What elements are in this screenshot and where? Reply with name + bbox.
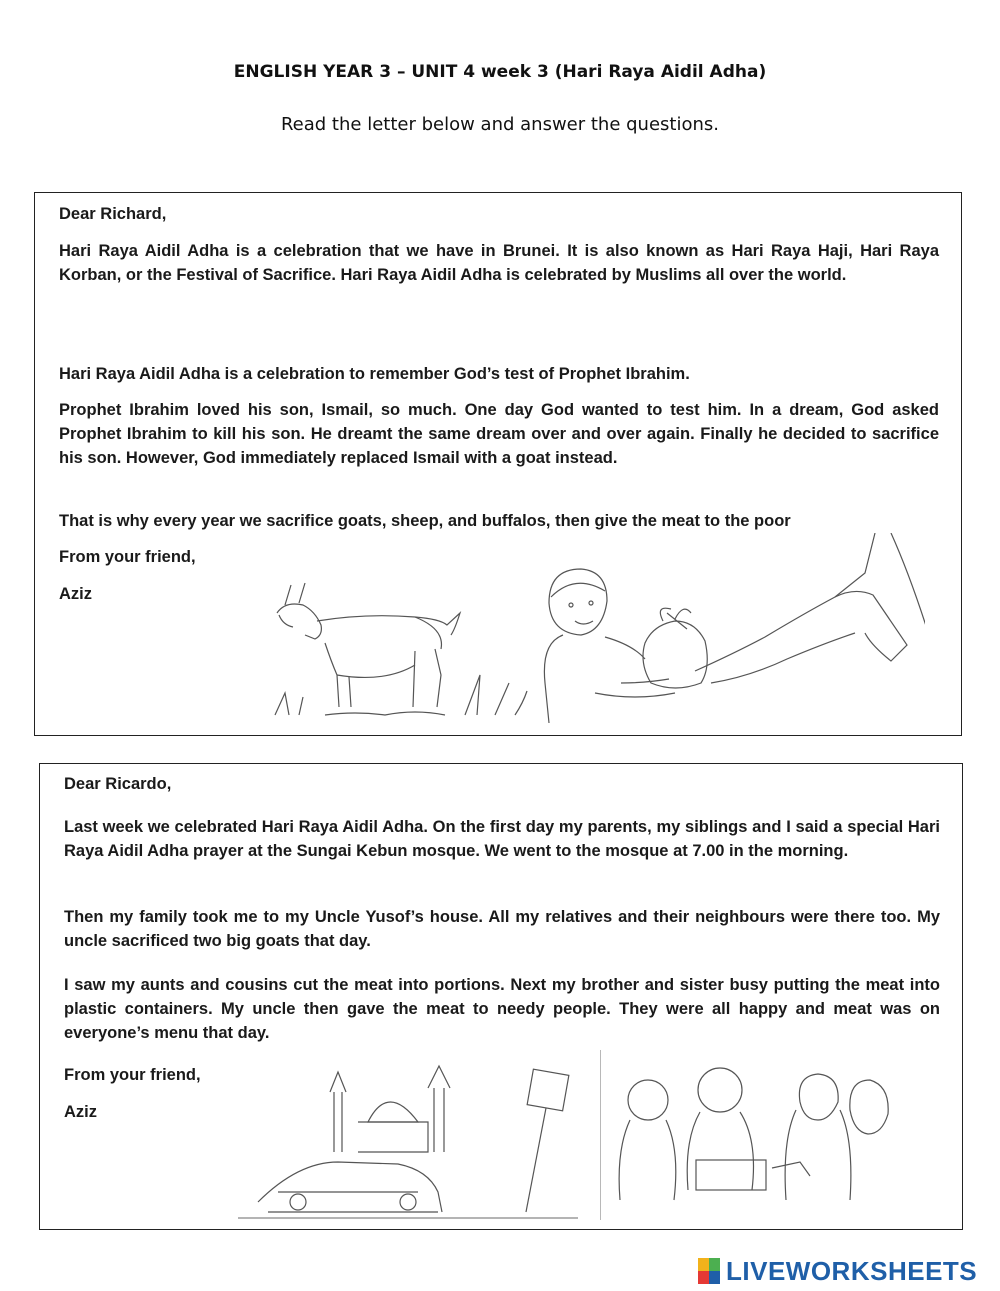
worksheet-title: ENGLISH YEAR 3 – UNIT 4 week 3 (Hari Raya Aidil Adha) bbox=[233, 62, 767, 82]
letter-1-paragraph-2: Hari Raya Aidil Adha is a celebration to remember God’s test of Prophet Ibrahim. bbox=[59, 365, 690, 383]
letter-1-paragraph-1: Hari Raya Aidil Adha is a celebration that we have in Brunei. It is also known as Hari Raya Haji, Hari Raya Korban, or the Festival of Sacrifice. Hari Raya Aidil Adha is celebrated by Muslims all over the world. bbox=[59, 242, 939, 284]
letter-2-signature: Aziz bbox=[64, 1103, 97, 1121]
letter-2-greeting: Dear Ricardo, bbox=[64, 775, 172, 793]
worksheet-instruction: Read the letter below and answer the questions. bbox=[280, 114, 719, 135]
letter-2-paragraph-3: I saw my aunts and cousins cut the meat into portions. Next my brother and sister busy putting the meat into plastic containers. My uncle then gave the meat to needy people. They were all happy and meat was on everyone’s menu that day. bbox=[64, 976, 940, 1042]
letter-2-paragraph-2: Then my family took me to my Uncle Yusof’s house. All my relatives and their neighbours were there too. My uncle sacrificed two big goats that day. bbox=[64, 908, 940, 950]
letter-1-closing: From your friend, bbox=[59, 548, 196, 566]
letter-1-signature: Aziz bbox=[59, 585, 92, 603]
letter-1-paragraph-3: Prophet Ibrahim loved his son, Ismail, so much. One day God wanted to test him. In a dream, God asked Prophet Ibrahim to kill his son. He dreamt the same dream over and over again. Finally he decided to sacrifice his son. However, God immediately replaced Ismail with a goat instead. bbox=[59, 401, 939, 467]
letter-2 bbox=[39, 763, 963, 1230]
letter-2-closing: From your friend, bbox=[64, 1066, 201, 1084]
liveworksheets-logo-text: LIVEWORKSHEETS bbox=[726, 1255, 978, 1286]
liveworksheets-logo-icon bbox=[698, 1258, 720, 1284]
goat-illustration bbox=[265, 565, 545, 725]
letter-2-paragraph-1: Last week we celebrated Hari Raya Aidil Adha. On the first day my parents, my siblings and I said a special Hari Raya Aidil Adha prayer at the Sungai Kebun mosque. We went to the mosque at 7.00 in the morning. bbox=[64, 818, 940, 860]
mosque-illustration bbox=[238, 1052, 578, 1224]
letter-1-greeting: Dear Richard, bbox=[59, 205, 167, 223]
liveworksheets-logo bbox=[698, 1256, 977, 1286]
boy-receiving-meat-illustration bbox=[535, 533, 925, 728]
letter-1 bbox=[34, 192, 962, 736]
letter-1-paragraph-4: That is why every year we sacrifice goats, sheep, and buffalos, then give the meat to the poor bbox=[59, 512, 791, 530]
family-packing-meat-illustration bbox=[600, 1050, 890, 1226]
